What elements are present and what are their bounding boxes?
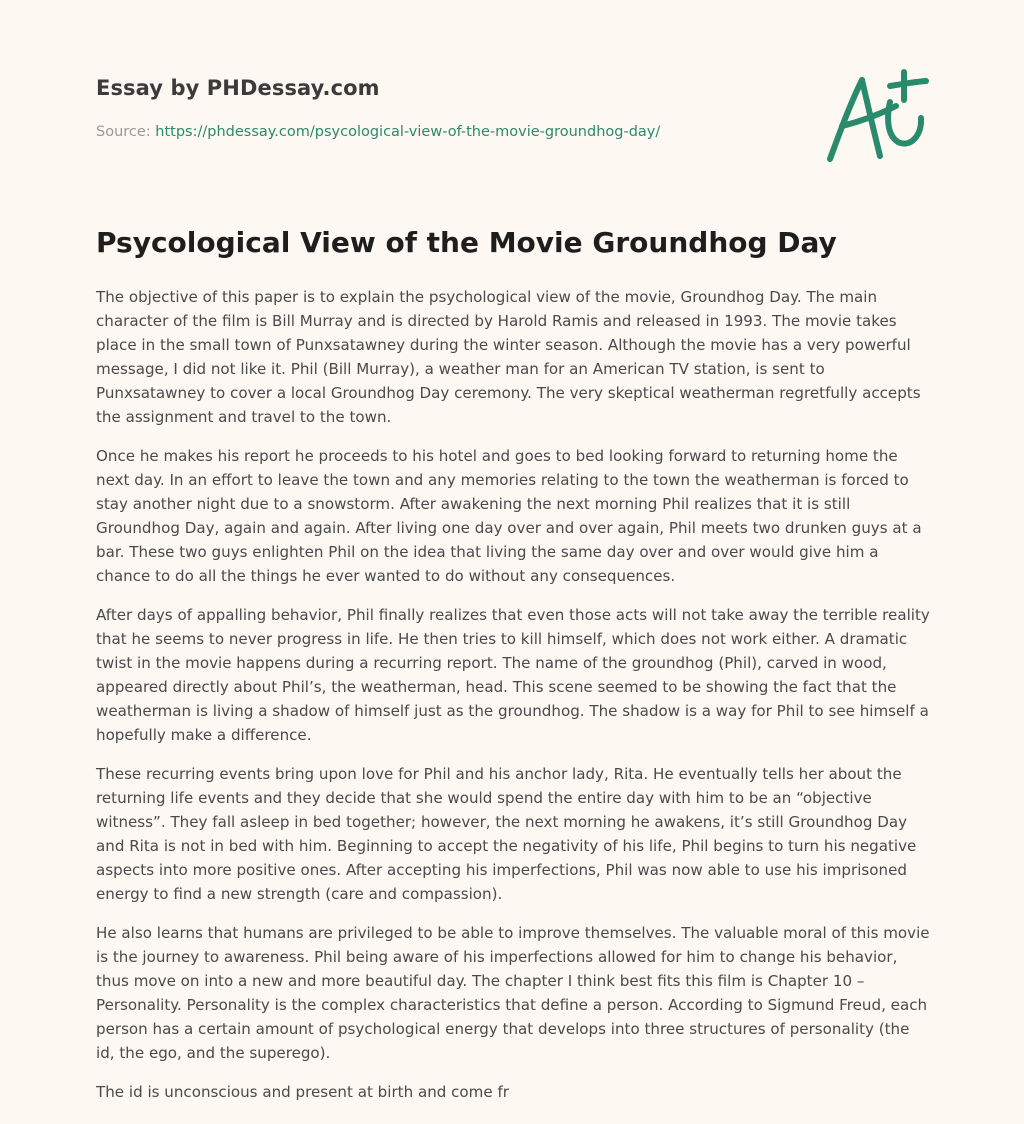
article-body (96, 285, 932, 1119)
paragraph: The id is unconscious and present at birth and come fr (96, 1083, 509, 1101)
article-title: Psycological View of the Movie Groundhog Day (96, 226, 837, 259)
paragraph: The objective of this paper is to explain the psychological view of the movie, Groundhog Day. The main character of the film is Bill Murray and is directed by Harold Ramis and released in 1993. The movie takes place in the small town of Punxsatawney during the winter season. Although the movie has a very powerful message, I did not like it. Phil (Bill Murray), a weather man for an American TV station, is sent to Punxsatawney to cover a local Groundhog Day ceremony. The very skeptical weatherman regretfully accepts the assignment and travel to the town. (96, 288, 921, 426)
source-label: Source: (96, 124, 156, 140)
paragraph: These recurring events bring upon love for Phil and his anchor lady, Rita. He eventually tells her about the returning life events and they decide that she would spend the entire day with him to be an “objective witness”. They fall asleep in bed together; however, the next morning he awakens, it’s still Groundhog Day and Rita is not in bed with him. Beginning to accept the negativity of his life, Phil begins to turn his negative aspects into more positive ones. After accepting his imperfections, Phil was now able to use his imprisoned energy to find a new strength (care and compassion). (96, 765, 917, 903)
paragraph: He also learns that humans are privileged to be able to improve themselves. The valuable moral of this movie is the journey to awareness. Phil being aware of his imperfections allowed for him to change his behavior, thus move on into a new and more beautiful day. The chapter I think best fits this film is Chapter 10 – Personality. Personality is the complex characteristics that define a person. According to Sigmund Freud, each person has a certain amount of psychological energy that develops into three structures of personality (the id, the ego, and the superego). (96, 924, 930, 1062)
site-brand: Essay by PHDessay.com (96, 76, 380, 100)
source-link[interactable]: https://phdessay.com/psycological-view-of-the-movie-groundhog-day/ (155, 124, 661, 140)
paragraph: After days of appalling behavior, Phil finally realizes that even those acts will not take away the terrible reality that he seems to never progress in life. He then tries to kill himself, which does not work either. A dramatic twist in the movie happens during a recurring report. The name of the groundhog (Phil), carved in wood, appeared directly about Phil’s, the weatherman, head. This scene seemed to be showing the fact that the weatherman is living a shadow of himself just as the groundhog. The shadow is a way for Phil to see himself a hopefully make a difference. (96, 606, 930, 744)
source-line (96, 124, 660, 140)
paragraph: Once he makes his report he proceeds to his hotel and goes to bed looking forward to returning home the next day. In an effort to leave the town and any memories relating to the town the weatherman is forced to stay another night due to a snowstorm. After awakening the next morning Phil realizes that it is still Groundhog Day, again and again. After living one day over and over again, Phil meets two drunken guys at a bar. These two guys enlighten Phil on the idea that living the same day over and over would give him a chance to do all the things he ever wanted to do without any consequences. (96, 447, 922, 585)
a-plus-grade-icon (818, 66, 932, 166)
